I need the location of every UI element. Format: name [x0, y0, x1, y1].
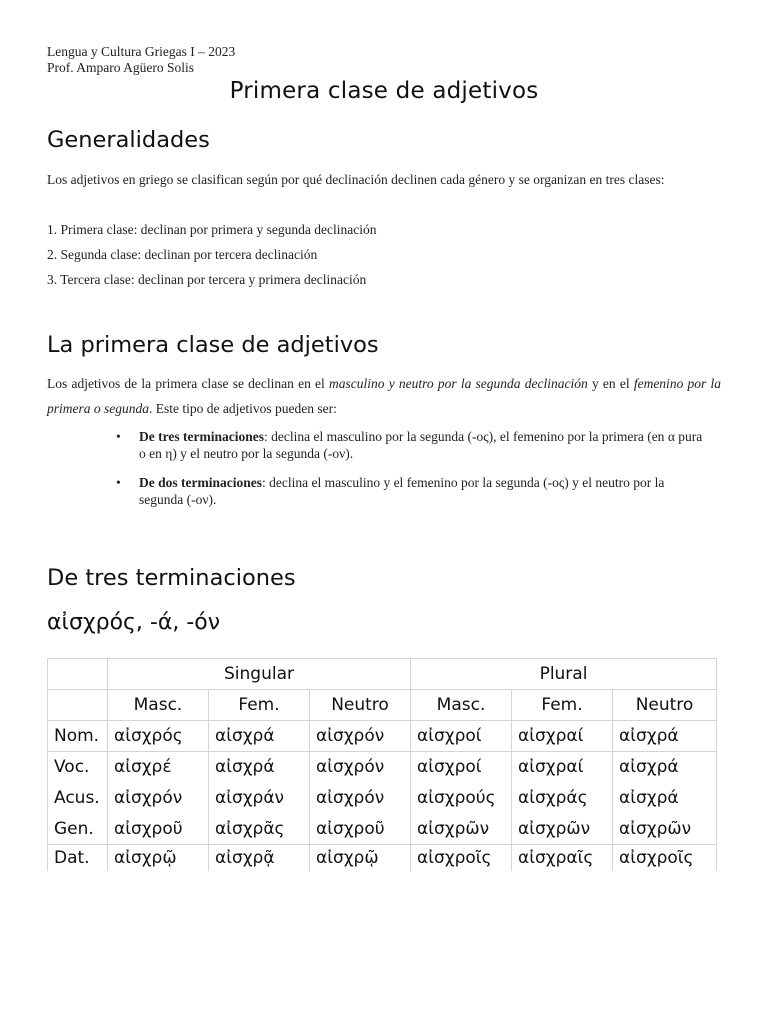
table-cell: αἰσχροί	[411, 752, 512, 783]
table-cell: αἰσχροῖς	[411, 845, 512, 872]
declension-table	[47, 658, 717, 871]
professor-line: Prof. Amparo Agüero Solis	[47, 60, 194, 75]
generalidades-intro: Los adjetivos en griego se clasifican según por qué declinación declinen cada género y se organizan en tres clases:	[47, 172, 665, 187]
table-cell: αἰσχράν	[209, 783, 310, 814]
table-cell: αἰσχρόν	[310, 752, 411, 783]
table-cell: αἰσχρᾶς	[209, 814, 310, 845]
table-cell: αἰσχρόν	[310, 783, 411, 814]
column-header: Fem.	[209, 690, 310, 721]
page-title: Primera clase de adjetivos	[229, 78, 539, 104]
heading-primera-clase: La primera clase de adjetivos	[47, 332, 379, 358]
course-line: Lengua y Cultura Griegas I – 2023	[47, 44, 236, 59]
table-cell: αἰσχραί	[512, 721, 613, 752]
table-cell: αἰσχρῷ	[108, 845, 209, 872]
case-label: Gen.	[48, 814, 108, 845]
table-row	[48, 721, 717, 752]
table-row	[48, 752, 717, 783]
column-header: Masc.	[411, 690, 512, 721]
table-cell: αἰσχρός	[108, 721, 209, 752]
primera-clase-intro: Los adjetivos de la primera clase se declinan en el masculino y neutro por la segunda declinación y en el femenino por la primera o segunda. Este tipo de adjetivos pueden ser:	[47, 376, 721, 416]
table-corner-cell	[48, 659, 108, 690]
table-cell: αἰσχροῖς	[613, 845, 717, 872]
table-cell: αἰσχρά	[209, 752, 310, 783]
column-header: Fem.	[512, 690, 613, 721]
table-cell: αἰσχρά	[209, 721, 310, 752]
table-group-row	[48, 659, 717, 690]
table-cell: αἰσχρῷ	[310, 845, 411, 872]
table-cell: αἰσχρά	[613, 783, 717, 814]
bullet-dos-terminaciones: De dos terminaciones: declina el masculino y el femenino por la segunda (-ος) y el neutro por la segunda (-ον).	[139, 475, 665, 507]
case-label: Dat.	[48, 845, 108, 872]
table-corner-cell	[48, 690, 108, 721]
table-cell: αἰσχρῶν	[512, 814, 613, 845]
table-cell: αἰσχρά	[613, 752, 717, 783]
bullet-icon: •	[116, 475, 121, 490]
table-row	[48, 845, 717, 872]
list-item: 3. Tercera clase: declinan por tercera y primera declinación	[47, 272, 367, 287]
table-cell: αἰσχρόν	[310, 721, 411, 752]
table-cell: αἰσχρούς	[411, 783, 512, 814]
table-subheader-row	[48, 690, 717, 721]
lemma: αἰσχρός, -ά, -όν	[47, 610, 221, 635]
heading-generalidades: Generalidades	[47, 127, 210, 153]
column-header: Neutro	[310, 690, 411, 721]
table-cell: αἰσχρέ	[108, 752, 209, 783]
table-cell: αἰσχροί	[411, 721, 512, 752]
group-header: Singular	[108, 659, 411, 690]
table-cell: αἰσχρῶν	[613, 814, 717, 845]
table-cell: αἰσχροῦ	[108, 814, 209, 845]
table-cell: αἰσχρά	[613, 721, 717, 752]
table-row	[48, 783, 717, 814]
heading-tres-terminaciones: De tres terminaciones	[47, 565, 296, 591]
table-cell: αἰσχραί	[512, 752, 613, 783]
case-label: Voc.	[48, 752, 108, 783]
case-label: Acus.	[48, 783, 108, 814]
column-header: Masc.	[108, 690, 209, 721]
table-cell: αἰσχραῖς	[512, 845, 613, 872]
bullet-icon: •	[116, 429, 121, 444]
case-label: Nom.	[48, 721, 108, 752]
table-cell: αἰσχρᾷ	[209, 845, 310, 872]
table-cell: αἰσχρόν	[108, 783, 209, 814]
table-cell: αἰσχροῦ	[310, 814, 411, 845]
table-cell: αἰσχρῶν	[411, 814, 512, 845]
table-cell: αἰσχράς	[512, 783, 613, 814]
group-header: Plural	[411, 659, 717, 690]
list-item: 2. Segunda clase: declinan por tercera declinación	[47, 247, 318, 262]
list-item: 1. Primera clase: declinan por primera y segunda declinación	[47, 222, 377, 237]
table-row	[48, 814, 717, 845]
bullet-tres-terminaciones: De tres terminaciones: declina el masculino por la segunda (-ος), el femenino por la primera (en α pura o en η) y el neutro por la segunda (-ον).	[139, 429, 703, 461]
column-header: Neutro	[613, 690, 717, 721]
